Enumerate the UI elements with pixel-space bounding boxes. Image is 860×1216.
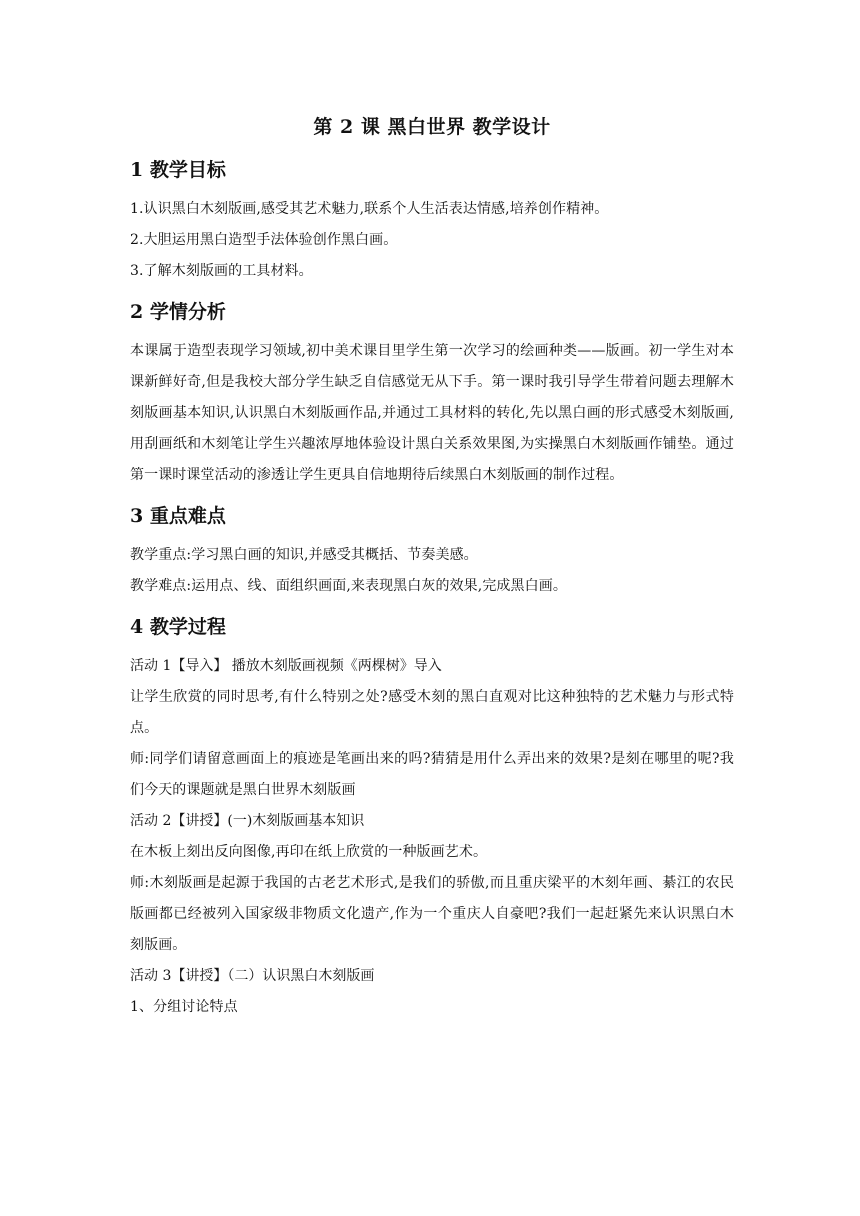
process-paragraph: 师:木刻版画是起源于我国的古老艺术形式,是我们的骄傲,而且重庆梁平的木刻年画、綦江的农民版画都已经被列入国家级非物质文化遗产,作为一个重庆人自豪吧?我们一起赶紧先来认识黑白木刻版画。 (130, 875, 734, 953)
section-key-points (130, 501, 734, 602)
activity-1-title: 活动 1【导入】 播放木刻版画视频《两棵树》导入 (130, 658, 442, 674)
activity-2-title: 活动 2【讲授】(一)木刻版画基本知识 (130, 813, 365, 829)
section-heading: 4 教学过程 (130, 616, 226, 638)
section-teaching-process (130, 612, 734, 1023)
process-paragraph: 在木板上刻出反向图像,再印在纸上欣赏的一种版画艺术。 (130, 844, 488, 860)
section-heading: 3 重点难点 (130, 505, 226, 527)
objective-item: 1.认识黑白木刻版画,感受其艺术魅力,联系个人生活表达情感,培养创作精神。 (130, 201, 609, 217)
section-heading: 1 教学目标 (130, 159, 226, 181)
activity-3-title: 活动 3【讲授】（二）认识黑白木刻版画 (130, 968, 375, 984)
process-paragraph: 让学生欣赏的同时思考,有什么特别之处?感受木刻的黑白直观对比这种独特的艺术魅力与形式特点。 (130, 689, 734, 736)
difficulty-paragraph: 教学难点:运用点、线、面组织画面,来表现黑白灰的效果,完成黑白画。 (130, 578, 567, 594)
key-point-paragraph: 教学重点:学习黑白画的知识,并感受其概括、节奏美感。 (130, 547, 478, 563)
analysis-paragraph: 本课属于造型表现学习领域,初中美术课目里学生第一次学习的绘画种类——版画。初一学生对本课新鲜好奇,但是我校大部分学生缺乏自信感觉无从下手。第一课时我引导学生带着问题去理解木刻版画基本知识,认识黑白木刻版画作品,并通过工具材料的转化,先以黑白画的形式感受木刻版画,用刮画纸和木刻笔让学生兴趣浓厚地体验设计黑白关系效果图,为实操黑白木刻版画作铺垫。通过第一课时课堂活动的渗透让学生更具自信地期待后续黑白木刻版画的制作过程。 (130, 343, 734, 483)
document-content (130, 112, 734, 1033)
process-paragraph: 1、分组讨论特点 (130, 999, 238, 1015)
objective-item: 2.大胆运用黑白造型手法体验创作黑白画。 (130, 232, 398, 248)
objective-item: 3.了解木刻版画的工具材料。 (130, 263, 313, 279)
section-objectives (130, 155, 734, 287)
document-title: 第 2 课 黑白世界 教学设计 (313, 116, 551, 138)
process-paragraph: 师:同学们请留意画面上的痕迹是笔画出来的吗?猜猜是用什么弄出来的效果?是刻在哪里的呢?我们今天的课题就是黑白世界木刻版画 (130, 751, 734, 798)
section-heading: 2 学情分析 (130, 301, 226, 323)
section-student-analysis (130, 297, 734, 491)
